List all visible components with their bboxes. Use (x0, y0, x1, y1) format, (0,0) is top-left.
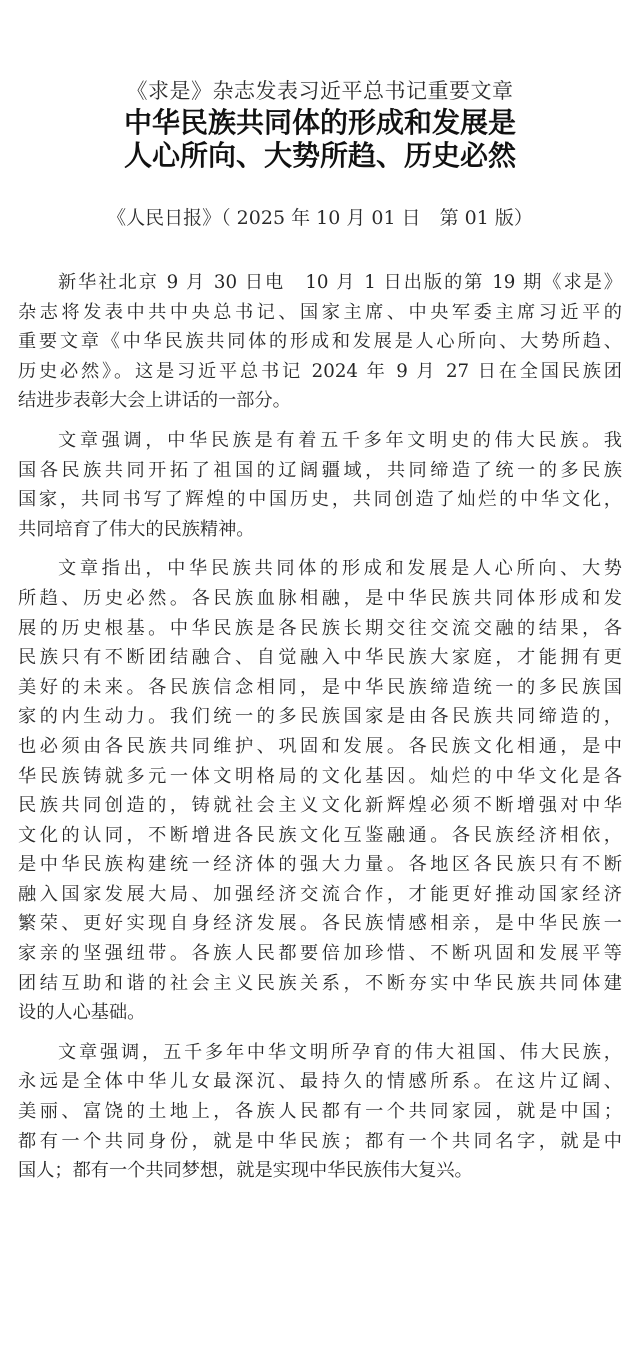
paragraph-line: 繁荣、更好实现自身经济发展。各民族情感相亲，是中华民族一 (18, 913, 622, 935)
paragraph-line: 文化的认同，不断增进各民族文化互鉴融通。各民族经济相依， (18, 824, 622, 846)
paragraph-line: 美丽、富饶的土地上，各族人民都有一个共同家园，就是中国； (18, 1101, 622, 1123)
article-paragraph (18, 268, 622, 416)
paragraph-line: 共同培育了伟大的民族精神。 (18, 518, 255, 540)
paragraph-line: 家的内生动力。我们统一的多民族国家是由各民族共同缔造的， (18, 706, 622, 728)
paragraph-line: 新华社北京 9 月 30 日电 10 月 1 日出版的第 19 期《求是》 (58, 272, 622, 293)
paragraph-line: 文章指出，中华民族共同体的形成和发展是人心所向、大势 (58, 558, 622, 580)
paragraph-line: 结进步表彰大会上讲话的一部分。 (18, 390, 291, 412)
paragraph-line: 历史必然》。这是习近平总书记 2024 年 9 月 27 日在全国民族团 (18, 360, 622, 382)
headline-line-2: 人心所向、大势所趋、历史必然 (123, 139, 516, 172)
paragraph-line: 设的人心基础。 (18, 1002, 146, 1024)
paragraph-line: 国各民族共同开拓了祖国的辽阔疆域，共同缔造了统一的多民族 (18, 459, 622, 481)
paragraph-line: 都有一个共同身份，就是中华民族；都有一个共同名字，就是中 (18, 1130, 622, 1152)
paragraph-line: 所趋、历史必然。各民族血脉相融，是中华民族共同体形成和发 (18, 587, 622, 609)
paragraph-line: 家亲的坚强纽带。各族人民都要倍加珍惜、不断巩固和发展平等 (18, 943, 622, 965)
article-source: 《人民日报》（ 2025 年 10 月 01 日 第 01 版） (107, 207, 533, 229)
paragraph-line: 民族只有不断团结融合、自觉融入中华民族大家庭，才能拥有更 (18, 647, 622, 669)
paragraph-line: 也必须由各民族共同维护、巩固和发展。各民族文化相通，是中 (18, 735, 622, 757)
paragraph-line: 美好的未来。各民族信念相同，是中华民族缔造统一的多民族国 (18, 676, 622, 698)
article-paragraph (18, 1038, 622, 1186)
paragraph-line: 文章强调，中华民族是有着五千多年文明史的伟大民族。我 (58, 429, 622, 451)
paragraph-line: 展的历史根基。中华民族是各民族长期交往交流交融的结果，各 (18, 617, 622, 639)
paragraph-line: 文章强调，五千多年中华文明所孕育的伟大祖国、伟大民族， (58, 1041, 622, 1063)
paragraph-line: 是中华民族构建统一经济体的强大力量。各地区各民族只有不断 (18, 854, 622, 876)
paragraph-line: 国家，共同书写了辉煌的中国历史，共同创造了灿烂的中华文化， (18, 489, 622, 511)
paragraph-line: 团结互助和谐的社会主义民族关系，不断夯实中华民族共同体建 (18, 972, 622, 994)
article-headline (0, 106, 640, 172)
article-paragraph (18, 554, 622, 1028)
paragraph-line: 重要文章《中华民族共同体的形成和发展是人心所向、大势所趋、 (18, 331, 622, 353)
paragraph-line: 民族共同创造的，铸就社会主义文化新辉煌必须不断增强对中华 (18, 795, 622, 817)
paragraph-line: 华民族铸就多元一体文明格局的文化基因。灿烂的中华文化是各 (18, 765, 622, 787)
paragraph-line: 杂志将发表中共中央总书记、国家主席、中央军委主席习近平的 (18, 301, 622, 323)
article-kicker: 《求是》杂志发表习近平总书记重要文章 (126, 79, 514, 103)
paragraph-line: 永远是全体中华儿女最深沉、最持久的情感所系。在这片辽阔、 (18, 1071, 622, 1093)
paragraph-line: 融入国家发展大局、加强经济交流合作，才能更好推动国家经济 (18, 883, 622, 905)
article-body (18, 268, 622, 1196)
article-paragraph (18, 426, 622, 544)
headline-line-1: 中华民族共同体的形成和发展是 (123, 106, 516, 139)
paragraph-line: 国人；都有一个共同梦想，就是实现中华民族伟大复兴。 (18, 1160, 473, 1182)
